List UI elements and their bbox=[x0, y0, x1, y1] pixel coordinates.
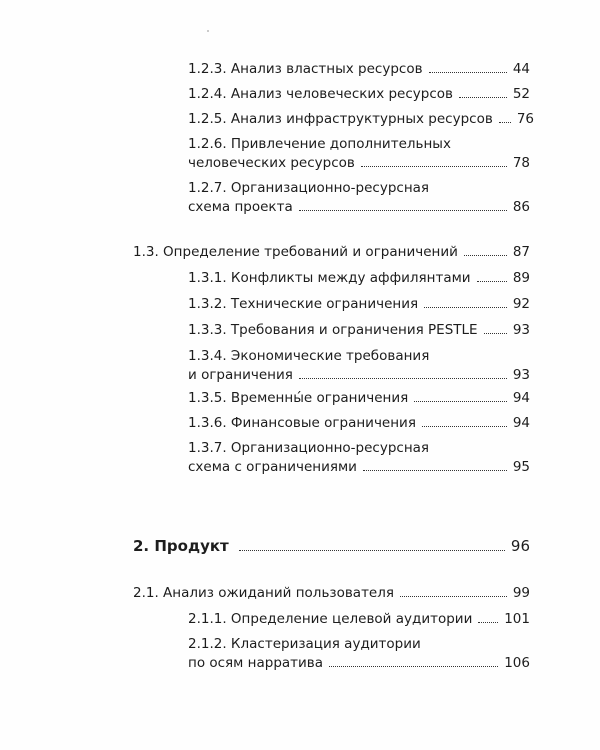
toc-entry-title: по осям нарратива bbox=[188, 655, 324, 671]
toc-line bbox=[188, 110, 534, 129]
toc-page-number: 93 bbox=[512, 322, 530, 338]
toc-entry-title: 2.1.1. Определение целевой аудитории bbox=[188, 611, 473, 627]
toc-line bbox=[133, 584, 530, 603]
toc-entry-1-3-5 bbox=[188, 389, 530, 408]
toc-entry-1-3-1 bbox=[188, 269, 530, 288]
toc-page-number: 87 bbox=[512, 244, 530, 260]
dot-leader bbox=[400, 596, 507, 597]
toc-page-number: 78 bbox=[512, 155, 530, 171]
toc-entry-title: человеческих ресурсов bbox=[188, 155, 355, 171]
dot-leader bbox=[363, 470, 507, 471]
toc-entry-title-line1: 1.3.4. Экономические требования bbox=[188, 348, 430, 364]
toc-chapter-title: 2. Продукт bbox=[133, 537, 229, 555]
toc-entry-title: 1.2.3. Анализ властных ресурсов bbox=[188, 61, 423, 77]
toc-entry-1-3-4 bbox=[188, 347, 530, 385]
toc-entry-1-3-3 bbox=[188, 321, 530, 340]
toc-entry-title: 1.2.5. Анализ инфраструктурных ресурсов bbox=[188, 111, 493, 127]
toc-entry-title: 1.3.5. Временны́е ограничения bbox=[188, 390, 409, 406]
toc-entry-title-line1: 1.3.7. Организационно-ресурсная bbox=[188, 440, 430, 456]
toc-page-number: 95 bbox=[512, 459, 530, 475]
toc-page-number: 93 bbox=[512, 367, 530, 383]
toc-entry-title: схема с ограничениями bbox=[188, 459, 357, 475]
dot-leader bbox=[499, 122, 511, 123]
toc-entry-title-line1: 2.1.2. Кластеризация аудитории bbox=[188, 636, 421, 652]
toc-page-number: 44 bbox=[512, 61, 530, 77]
toc-entry-title: 1.3.1. Конфликты между аффилянтами bbox=[188, 270, 471, 286]
dot-leader bbox=[299, 210, 507, 211]
toc-line bbox=[188, 321, 530, 340]
dot-leader bbox=[464, 255, 507, 256]
dot-leader bbox=[422, 426, 507, 427]
toc-line bbox=[188, 654, 530, 673]
toc-line bbox=[133, 243, 530, 262]
scan-speck bbox=[207, 30, 209, 32]
toc-line bbox=[188, 458, 530, 477]
dot-leader bbox=[478, 622, 498, 623]
toc-entry-title-line1: 1.2.6. Привлечение дополнительных bbox=[188, 136, 451, 152]
toc-entry-1-2-7 bbox=[188, 179, 530, 217]
toc-line bbox=[188, 414, 530, 433]
toc-page-number: 94 bbox=[512, 390, 530, 406]
dot-leader bbox=[459, 97, 507, 98]
dot-leader bbox=[239, 550, 505, 551]
toc-line bbox=[188, 198, 530, 217]
toc-entry-1-2-3 bbox=[188, 60, 530, 79]
toc-entry-1-3 bbox=[133, 243, 530, 262]
toc-entry-2-1-1 bbox=[188, 610, 530, 629]
dot-leader bbox=[424, 307, 507, 308]
toc-entry-1-3-2 bbox=[188, 295, 530, 314]
toc-entry-title: схема проекта bbox=[188, 199, 293, 215]
dot-leader bbox=[329, 666, 498, 667]
toc-page-number: 92 bbox=[512, 296, 530, 312]
toc-page-number: 101 bbox=[504, 611, 530, 627]
toc-line bbox=[188, 60, 530, 79]
toc-page-number: 76 bbox=[516, 111, 534, 127]
toc-page-number: 106 bbox=[504, 655, 530, 671]
toc-page-number: 94 bbox=[512, 415, 530, 431]
toc-line bbox=[188, 366, 530, 385]
toc-page-number: 99 bbox=[512, 585, 530, 601]
toc-entry-title: 2.1. Анализ ожиданий пользователя bbox=[133, 585, 394, 601]
toc-entry-1-2-6 bbox=[188, 135, 530, 173]
toc-entry-title: 1.3.2. Технические ограничения bbox=[188, 296, 419, 312]
toc-entry-title: 1.3.6. Финансовые ограничения bbox=[188, 415, 416, 431]
toc-entry-1-2-5 bbox=[188, 110, 534, 129]
toc-entry-title: 1.2.4. Анализ человеческих ресурсов bbox=[188, 86, 453, 102]
toc-entry-1-3-6 bbox=[188, 414, 530, 433]
toc-line bbox=[188, 389, 530, 408]
toc-page-number: 52 bbox=[512, 86, 530, 102]
toc-entry-title-line1: 1.2.7. Организационно-ресурсная bbox=[188, 180, 430, 196]
dot-leader bbox=[361, 166, 507, 167]
toc-entry-2-1-2 bbox=[188, 635, 530, 673]
dot-leader bbox=[429, 72, 507, 73]
toc-page-number: 96 bbox=[510, 537, 530, 555]
dot-leader bbox=[477, 281, 507, 282]
toc-entry-title: 1.3.3. Требования и ограничения PESTLE bbox=[188, 322, 478, 338]
toc-line bbox=[188, 269, 530, 288]
toc-entry-1-3-7 bbox=[188, 439, 530, 477]
toc-page-number: 89 bbox=[512, 270, 530, 286]
toc-line bbox=[133, 537, 530, 556]
toc-chapter-2 bbox=[133, 537, 530, 556]
toc-line bbox=[188, 295, 530, 314]
toc-line bbox=[188, 610, 530, 629]
toc-line bbox=[188, 85, 530, 104]
toc-line bbox=[188, 154, 530, 173]
dot-leader bbox=[299, 378, 507, 379]
toc-page-number: 86 bbox=[512, 199, 530, 215]
toc-entry-2-1 bbox=[133, 584, 530, 603]
toc-entry-title: 1.3. Определение требований и ограничений bbox=[133, 244, 458, 260]
toc-entry-1-2-4 bbox=[188, 85, 530, 104]
dot-leader bbox=[484, 333, 507, 334]
dot-leader bbox=[414, 401, 507, 402]
toc-entry-title: и ограничения bbox=[188, 367, 293, 383]
